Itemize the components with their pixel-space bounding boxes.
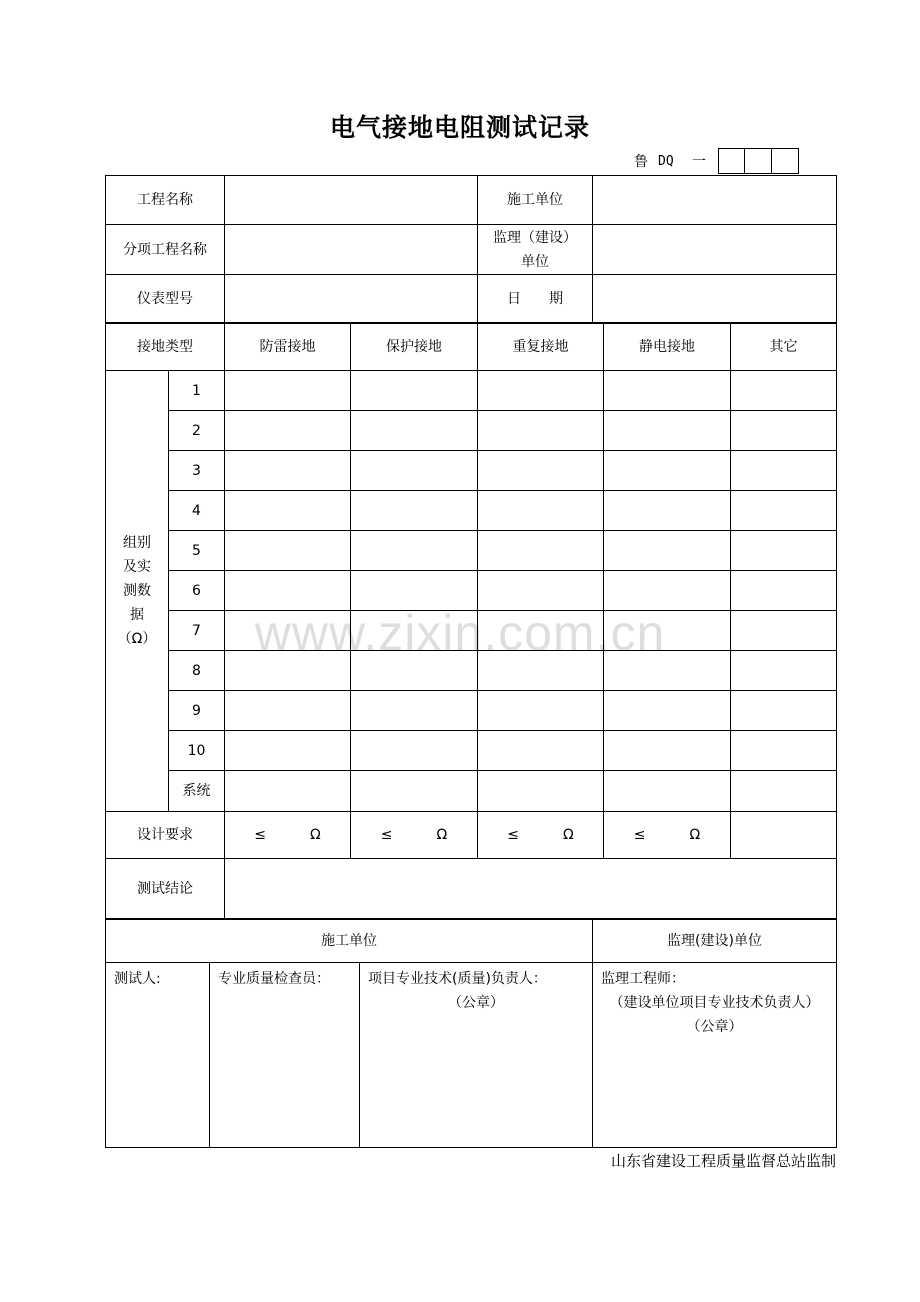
watermark: www.zixin.com.cn	[254, 605, 666, 661]
data-cell[interactable]	[731, 731, 837, 771]
row-number: 5	[169, 531, 225, 571]
label-conclusion: 测试结论	[106, 859, 225, 919]
table-row	[106, 451, 837, 491]
group-line: （Ω）	[117, 631, 157, 647]
data-cell[interactable]	[604, 451, 731, 491]
data-cell[interactable]	[478, 571, 604, 611]
data-cell[interactable]	[478, 531, 604, 571]
design-cell[interactable]: ≤ Ω	[478, 812, 604, 859]
data-cell[interactable]	[731, 491, 837, 531]
data-cell[interactable]	[731, 571, 837, 611]
table-row	[106, 691, 837, 731]
data-cell[interactable]	[478, 491, 604, 531]
data-cell[interactable]	[478, 731, 604, 771]
record-code	[634, 148, 720, 174]
design-cell[interactable]: ≤ Ω	[351, 812, 478, 859]
row-number: 10	[169, 731, 225, 771]
tester-cell[interactable]	[106, 963, 210, 1148]
data-cell[interactable]	[478, 691, 604, 731]
label-instrument: 仪表型号	[106, 275, 225, 324]
data-cell[interactable]	[731, 451, 837, 491]
table-row	[106, 611, 837, 651]
row-number: 4	[169, 491, 225, 531]
label-supervision-unit-line2: 单位	[521, 253, 549, 270]
group-label	[106, 371, 169, 812]
data-cell[interactable]	[225, 411, 351, 451]
data-cell[interactable]	[225, 571, 351, 611]
table-row	[106, 571, 837, 611]
data-cell[interactable]	[351, 611, 478, 651]
data-cell[interactable]	[604, 491, 731, 531]
type-header: 重复接地	[478, 323, 604, 371]
data-cell[interactable]	[225, 371, 351, 411]
table-row	[106, 491, 837, 531]
data-cell[interactable]	[604, 611, 731, 651]
supervisor-label: 监理工程师：	[601, 971, 685, 987]
label-design-requirement: 设计要求	[106, 812, 225, 859]
data-cell[interactable]	[731, 611, 837, 651]
data-cell[interactable]	[731, 651, 837, 691]
group-line: 据	[130, 607, 144, 623]
technical-lead-cell[interactable]	[360, 963, 593, 1148]
row-number-system: 系统	[169, 771, 225, 812]
data-cell[interactable]	[225, 611, 351, 651]
label-construction-unit: 施工单位	[478, 176, 593, 225]
data-cell[interactable]	[225, 451, 351, 491]
value-project-name[interactable]	[225, 176, 478, 225]
data-cell[interactable]	[225, 691, 351, 731]
supervision-unit-header: 监理(建设)单位	[593, 920, 837, 963]
table-row	[106, 531, 837, 571]
page-title: 电气接地电阻测试记录	[329, 113, 590, 142]
value-instrument[interactable]	[225, 275, 478, 324]
design-row	[106, 812, 837, 859]
inspector-cell[interactable]	[210, 963, 360, 1148]
type-header: 防雷接地	[225, 323, 351, 371]
code-number-boxes	[718, 148, 799, 174]
row-number: 9	[169, 691, 225, 731]
data-cell[interactable]	[604, 531, 731, 571]
data-cell[interactable]	[604, 691, 731, 731]
row-number: 7	[169, 611, 225, 651]
data-cell[interactable]	[351, 491, 478, 531]
data-cell[interactable]	[604, 371, 731, 411]
data-cell[interactable]	[351, 651, 478, 691]
type-header: 保护接地	[351, 323, 478, 371]
data-cell[interactable]	[604, 411, 731, 451]
inspector-label: 专业质量检查员：	[218, 971, 330, 987]
data-cell[interactable]	[478, 651, 604, 691]
data-cell[interactable]	[604, 771, 731, 812]
code-dash: 一	[692, 154, 706, 170]
data-cell[interactable]	[604, 731, 731, 771]
row-number: 6	[169, 571, 225, 611]
data-cell[interactable]	[351, 531, 478, 571]
footer-issuer: 山东省建设工程质量监督总站监制	[610, 1152, 836, 1170]
data-cell[interactable]	[351, 731, 478, 771]
row-number: 2	[169, 411, 225, 451]
label-supervision-unit	[478, 225, 593, 275]
data-cell[interactable]	[478, 411, 604, 451]
data-cell[interactable]	[604, 571, 731, 611]
client-lead-label: （建设单位项目专业技术负责人）	[609, 995, 820, 1011]
data-cell[interactable]	[478, 611, 604, 651]
group-line: 及实	[123, 559, 151, 575]
construction-unit-header: 施工单位	[106, 920, 593, 963]
label-date: 日 期	[478, 275, 593, 324]
seal-label: （公章）	[448, 995, 504, 1011]
data-cell[interactable]	[731, 411, 837, 451]
row-number: 3	[169, 451, 225, 491]
design-cell[interactable]: ≤ Ω	[225, 812, 351, 859]
data-cell[interactable]	[351, 451, 478, 491]
data-cell[interactable]	[604, 651, 731, 691]
data-cell[interactable]	[731, 371, 837, 411]
label-sub-project: 分项工程名称	[106, 225, 225, 275]
supervisor-cell[interactable]	[593, 963, 837, 1148]
data-cell[interactable]	[225, 491, 351, 531]
data-cell[interactable]	[478, 451, 604, 491]
value-supervision-unit[interactable]	[593, 225, 837, 275]
data-cell[interactable]	[351, 411, 478, 451]
value-construction-unit[interactable]	[593, 176, 837, 225]
data-cell[interactable]	[731, 691, 837, 731]
table-row	[106, 771, 837, 812]
table-row	[106, 651, 837, 691]
design-cell[interactable]: ≤ Ω	[604, 812, 731, 859]
data-cell[interactable]	[731, 771, 837, 812]
value-sub-project[interactable]	[225, 225, 478, 275]
group-line: 测数	[123, 583, 151, 599]
data-cell[interactable]	[225, 771, 351, 812]
data-cell[interactable]	[351, 571, 478, 611]
data-cell[interactable]	[478, 371, 604, 411]
label-grounding-type: 接地类型	[106, 323, 225, 371]
tester-label: 测试人:	[114, 971, 161, 987]
data-cell[interactable]	[731, 531, 837, 571]
data-cell[interactable]	[225, 731, 351, 771]
type-header: 其它	[731, 323, 837, 371]
type-header: 静电接地	[604, 323, 731, 371]
label-supervision-unit-line1: 监理（建设）	[493, 229, 577, 246]
table-row	[106, 731, 837, 771]
code-box[interactable]	[772, 148, 799, 174]
table-row	[106, 371, 837, 411]
data-cell[interactable]	[351, 691, 478, 731]
design-cell[interactable]	[731, 812, 837, 859]
seal-label: （公章）	[686, 1019, 743, 1035]
info-table	[105, 175, 837, 324]
code-box[interactable]	[745, 148, 772, 174]
conclusion-row	[106, 859, 837, 919]
value-conclusion[interactable]	[225, 859, 837, 919]
signature-table	[105, 919, 837, 1148]
row-number: 1	[169, 371, 225, 411]
label-project-name: 工程名称	[106, 176, 225, 225]
group-line: 组别	[123, 535, 151, 551]
types-row	[106, 323, 837, 371]
value-date[interactable]	[593, 275, 837, 324]
row-number: 8	[169, 651, 225, 691]
data-cell[interactable]	[478, 771, 604, 812]
code-prefix: 鲁	[634, 154, 648, 170]
data-cell[interactable]	[225, 531, 351, 571]
data-cell[interactable]	[351, 371, 478, 411]
code-dq: DQ	[658, 153, 674, 169]
technical-lead-label: 项目专业技术(质量)负责人：	[368, 971, 547, 987]
data-cell[interactable]	[225, 651, 351, 691]
code-box[interactable]	[718, 148, 745, 174]
measurement-table	[105, 322, 837, 919]
data-cell[interactable]	[351, 771, 478, 812]
table-row	[106, 411, 837, 451]
